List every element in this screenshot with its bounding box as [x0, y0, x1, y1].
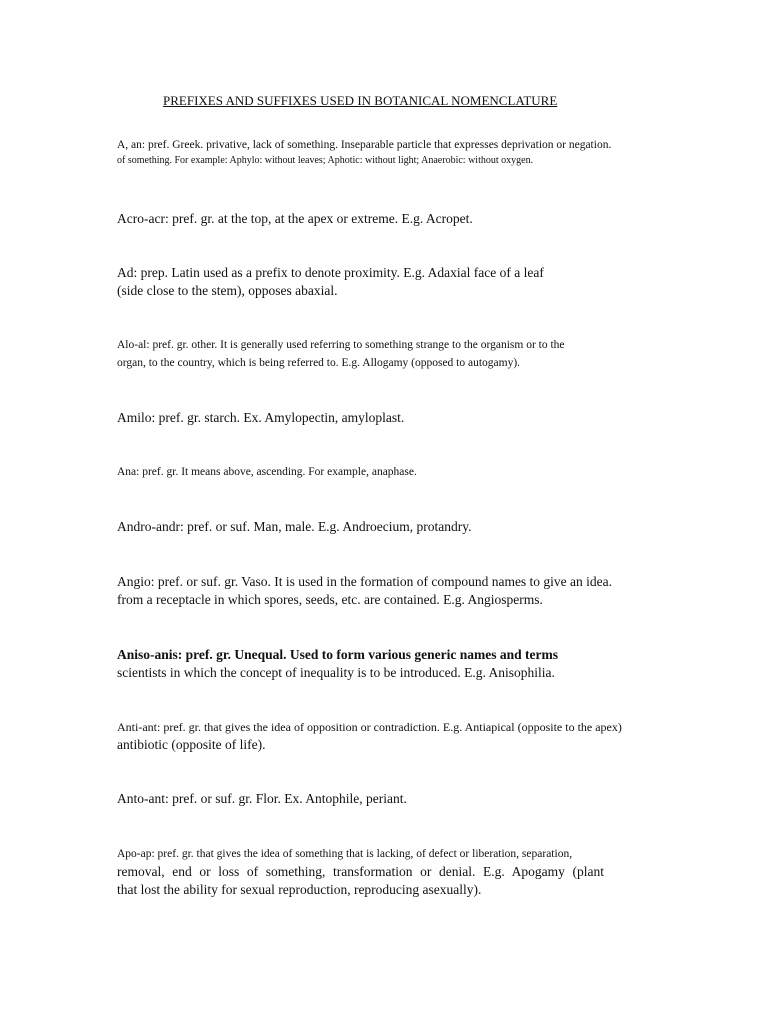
glossary-entry-ad	[117, 264, 544, 300]
glossary-entry-apo	[117, 845, 604, 899]
entry-line: (side close to the stem), opposes abaxial.	[117, 283, 338, 298]
entry-line: Acro-acr: pref. gr. at the top, at the apex or extreme. E.g. Acropet.	[117, 211, 473, 226]
entry-line: Anto-ant: pref. or suf. gr. Flor. Ex. Antophile, periant.	[117, 791, 407, 806]
entry-line: scientists in which the concept of inequality is to be introduced. E.g. Anisophilia.	[117, 665, 555, 680]
entry-line: from a receptacle in which spores, seeds, etc. are contained. E.g. Angiosperms.	[117, 592, 543, 607]
glossary-entry-andro	[117, 518, 472, 536]
entry-line: antibiotic (opposite of life).	[117, 737, 266, 752]
glossary-entry-a-an	[117, 136, 611, 169]
entry-line: organ, to the country, which is being referred to. E.g. Allogamy (opposed to autogamy).	[117, 357, 521, 369]
glossary-entry-anti	[117, 718, 622, 754]
entry-line: Ana: pref. gr. It means above, ascending. For example, anaphase.	[117, 466, 417, 478]
entry-line: Angio: pref. or suf. gr. Vaso. It is used in the formation of compound names to give an idea.	[117, 574, 613, 589]
page-title: PREFIXES AND SUFFIXES USED IN BOTANICAL NOMENCLATURE	[163, 93, 558, 108]
glossary-entry-anto	[117, 790, 407, 808]
entry-line: that lost the ability for sexual reproduction, reproducing asexually).	[117, 882, 482, 897]
entry-line: Andro-andr: pref. or suf. Man, male. E.g. Androecium, protandry.	[117, 519, 472, 534]
glossary-entry-amilo	[117, 409, 404, 427]
entry-line: Alo-al: pref. gr. other. It is generally used referring to something strange to the organism or to the	[117, 339, 565, 351]
glossary-entry-ana	[117, 463, 417, 481]
entry-line: removal, end or loss of something, transformation or denial. E.g. Apogamy (plant	[117, 864, 604, 879]
entry-line: Ad: prep. Latin used as a prefix to denote proximity. E.g. Adaxial face of a leaf	[117, 265, 544, 280]
entry-line: Amilo: pref. gr. starch. Ex. Amylopectin, amyloplast.	[117, 410, 405, 425]
entry-line: of something. For example: Aphylo: without leaves; Aphotic: without light; Anaerobic: without oxygen.	[117, 155, 534, 166]
glossary-entry-acro	[117, 210, 473, 228]
entry-line: Apo-ap: pref. gr. that gives the idea of something that is lacking, of defect or liberation, separation,	[117, 848, 573, 860]
glossary-entry-angio	[117, 573, 612, 609]
entry-line: Anti-ant: pref. gr. that gives the idea of opposition or contradiction. E.g. Antiapical (opposite to the apex)	[117, 720, 622, 734]
glossary-entry-alo	[117, 336, 565, 372]
entry-line: Aniso-anis: pref. gr. Unequal. Used to form various generic names and terms	[117, 647, 558, 662]
glossary-entry-aniso	[117, 646, 558, 682]
entry-line: A, an: pref. Greek. privative, lack of something. Inseparable particle that expresses deprivation or negation.	[117, 139, 612, 151]
